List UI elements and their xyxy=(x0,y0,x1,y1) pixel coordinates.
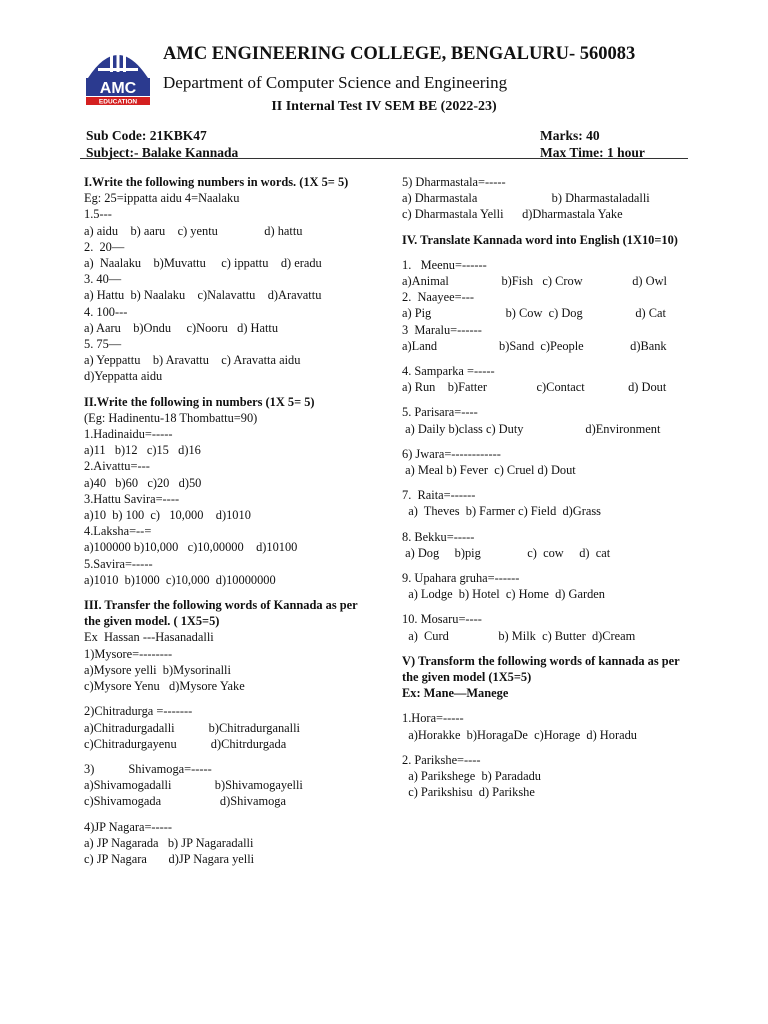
question-line: 1.5--- xyxy=(84,207,112,222)
section-4-title: IV. Translate Kannada word into English (1X10=10) xyxy=(402,232,678,247)
question-line: 7. Raita=------ xyxy=(402,488,476,503)
question-line: 1. Meenu=------ xyxy=(402,257,487,272)
question-line: a)Animal b)Fish c) Crow d) Owl xyxy=(402,274,667,289)
left-column xyxy=(84,174,374,867)
question-line: 2. Naayee=--- xyxy=(402,290,474,305)
question-line: c) Parikshisu d) Parikshe xyxy=(402,785,535,800)
question-line: 10. Mosaru=---- xyxy=(402,612,482,627)
question-line: c) JP Nagara d)JP Nagara yelli xyxy=(84,851,255,866)
question-line: 2.Aivattu=--- xyxy=(84,459,150,474)
question-line: c)Chitradurgayenu d)Chitrdurgada xyxy=(84,736,287,751)
max-marks: Marks: 40 xyxy=(540,128,600,143)
question-line: a) Naalaku b)Muvattu c) ippattu d) eradu xyxy=(84,256,322,271)
question-line: a)100000 b)10,000 c)10,00000 d)10100 xyxy=(84,540,298,555)
question-line: a) Dog b)pig c) cow d) cat xyxy=(402,545,611,560)
question-line: 4.Laksha=--= xyxy=(84,524,152,539)
subject-info xyxy=(86,127,238,161)
question-line: a)1010 b)1000 c)10,000 d)10000000 xyxy=(84,572,276,587)
subject-name: Subject:- Balake Kannada xyxy=(86,145,239,160)
right-column xyxy=(402,174,692,801)
question-line: 4. 100--- xyxy=(84,304,128,319)
question-line: a)Horakke b)HoragaDe c)Horage d) Horadu xyxy=(402,727,637,742)
question-line: a)10 b) 100 c) 10,000 d)1010 xyxy=(84,508,251,523)
question-line: 5. Parisara=---- xyxy=(402,405,478,420)
question-line: a) Hattu b) Naalaku c)Nalavattu d)Aravattu xyxy=(84,288,322,303)
test-title: II Internal Test IV SEM BE (2022-23) xyxy=(271,99,497,114)
section-5-example: Ex: Mane—Manege xyxy=(402,686,509,701)
college-logo xyxy=(84,38,152,106)
department-name: Department of Computer Science and Engineering xyxy=(163,73,508,92)
question-line: a) aidu b) aaru c) yentu d) hattu xyxy=(84,223,303,238)
question-line: c) Dharmastala Yelli d)Dharmastala Yake xyxy=(402,207,623,222)
question-line: Eg: 25=ippatta aidu 4=Naalaku xyxy=(84,191,240,206)
question-line: 4)JP Nagara=----- xyxy=(84,819,173,834)
marks-info xyxy=(540,127,645,161)
section-3-title: III. Transfer the following words of Kannada as per the given model. ( 1X5=5) xyxy=(84,598,358,629)
question-line: a) Run b)Fatter c)Contact d) Dout xyxy=(402,380,667,395)
question-line: 2. 20— xyxy=(84,239,125,254)
section-5-title: V) Transform the following words of kannada as per the given model (1X5=5) xyxy=(402,653,680,685)
header-divider xyxy=(80,158,688,159)
svg-text:EDUCATION: EDUCATION xyxy=(98,98,138,106)
question-line: a) Meal b) Fever c) Cruel d) Dout xyxy=(402,463,576,478)
question-line: 9. Upahara gruha=------ xyxy=(402,571,520,586)
question-line: a)40 b)60 c)20 d)50 xyxy=(84,475,202,490)
question-line: a)Chitradurgadalli b)Chitradurganalli xyxy=(84,720,300,735)
question-line: 6) Jwara=------------ xyxy=(402,446,501,461)
section-3-example: Ex Hassan ---Hasanadalli xyxy=(84,630,214,645)
question-line: 2)Chitradurga =------- xyxy=(84,704,193,719)
question-line: a)Shivamogadalli b)Shivamogayelli xyxy=(84,778,303,793)
svg-text:AMC: AMC xyxy=(99,80,137,97)
question-line: 5) Dharmastala=----- xyxy=(402,175,506,189)
college-name: AMC ENGINEERING COLLEGE, BENGALURU- 560083 xyxy=(163,44,636,64)
question-line: a) Curd b) Milk c) Butter d)Cream xyxy=(402,628,636,643)
question-line: a)Mysore yelli b)Mysorinalli xyxy=(84,662,231,677)
question-line: 5. 75— xyxy=(84,337,122,352)
question-line: 3) Shivamoga=----- xyxy=(84,761,212,776)
question-line: a) Lodge b) Hotel c) Home d) Garden xyxy=(402,587,605,602)
question-line: a) Aaru b)Ondu c)Nooru d) Hattu xyxy=(84,320,279,335)
question-line: a) Theves b) Farmer c) Field d)Grass xyxy=(402,504,601,519)
question-line: 4. Samparka =----- xyxy=(402,364,495,379)
question-line: 1)Mysore=-------- xyxy=(84,646,173,661)
question-line: a) Parikshege b) Paradadu xyxy=(402,769,542,784)
question-line: 5.Savira=----- xyxy=(84,556,153,571)
question-line: a) Daily b)class c) Duty d)Environment xyxy=(402,421,661,436)
question-line: a) Dharmastala b) Dharmastaladalli xyxy=(402,191,650,206)
question-line: a)Land b)Sand c)People d)Bank xyxy=(402,338,667,353)
question-line: a) JP Nagarada b) JP Nagaradalli xyxy=(84,835,254,850)
question-line: 3.Hattu Savira=---- xyxy=(84,491,180,506)
question-line: 3. 40— xyxy=(84,272,122,287)
question-line: a) Pig b) Cow c) Dog d) Cat xyxy=(402,306,666,321)
question-line: 3 Maralu=------ xyxy=(402,322,482,337)
question-line: (Eg: Hadinentu-18 Thombattu=90) xyxy=(84,410,258,425)
question-line: 2. Parikshe=---- xyxy=(402,752,481,767)
max-time: Max Time: 1 hour xyxy=(540,145,645,160)
question-line: c)Shivamogada d)Shivamoga xyxy=(84,794,287,809)
sub-code: Sub Code: 21KBK47 xyxy=(86,128,207,143)
question-line: 8. Bekku=----- xyxy=(402,529,475,544)
question-line: c)Mysore Yenu d)Mysore Yake xyxy=(84,679,245,694)
question-line: 1.Hadinaidu=----- xyxy=(84,427,173,442)
question-line: 1.Hora=----- xyxy=(402,711,464,726)
section-2-title: II.Write the following in numbers (1X 5= 5) xyxy=(84,394,315,409)
question-line: a)11 b)12 c)15 d)16 xyxy=(84,443,201,458)
question-line: a) Yeppattu b) Aravattu c) Aravatta aidu xyxy=(84,353,301,368)
section-1-title: I.Write the following numbers in words. (1X 5= 5) xyxy=(84,175,349,189)
question-line: d)Yeppatta aidu xyxy=(84,369,163,384)
